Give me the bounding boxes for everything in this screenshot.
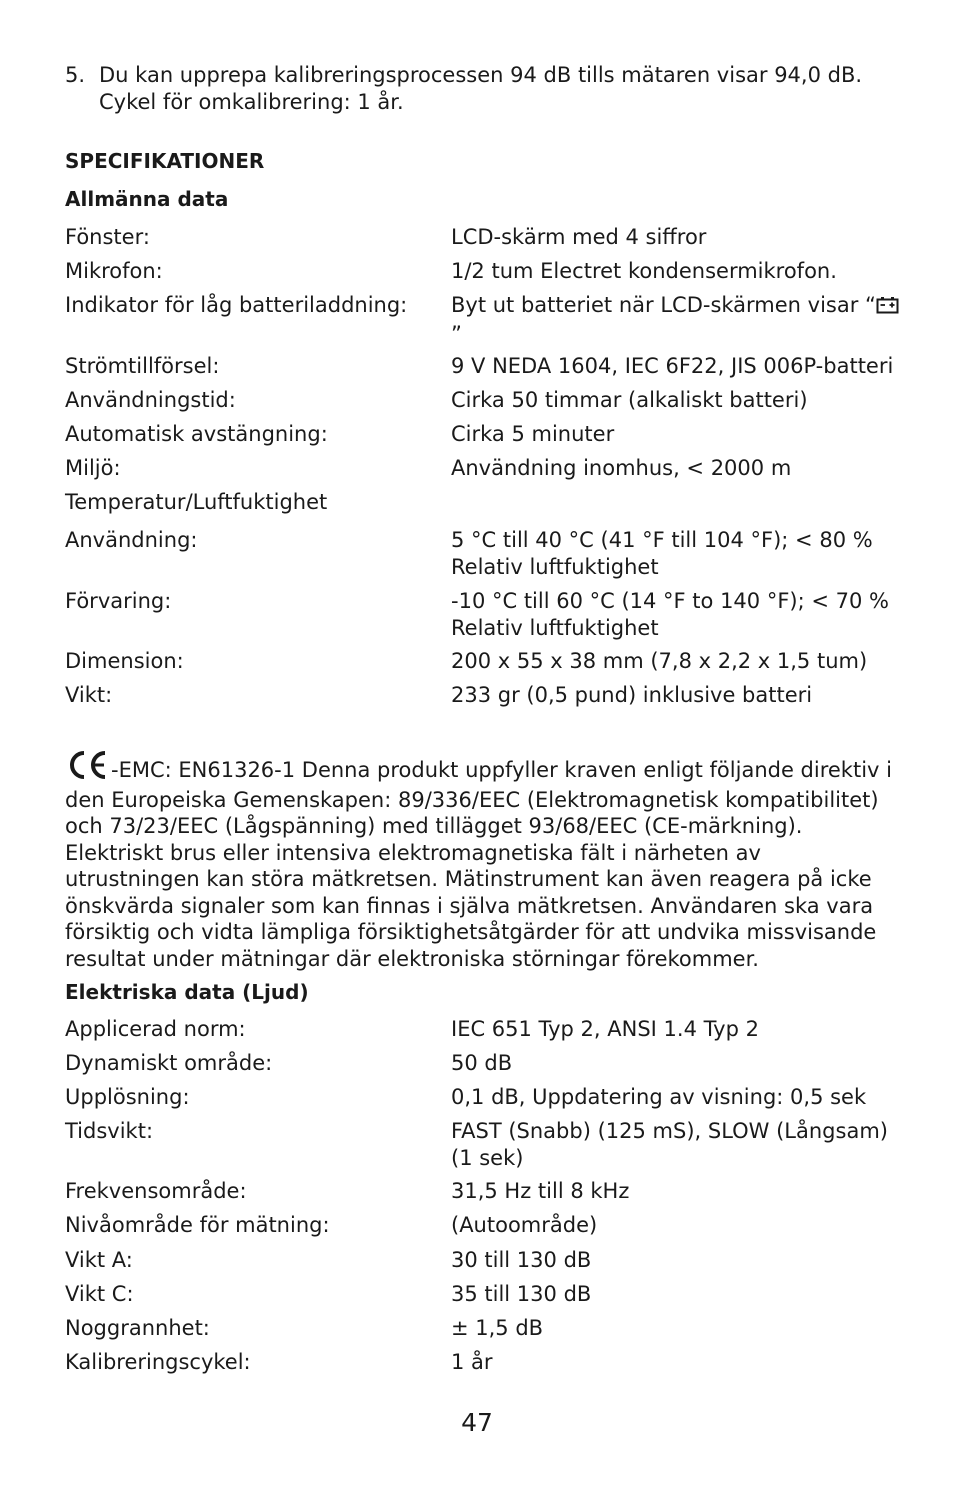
electrical-data-heading: Elektriska data (Ljud) <box>65 980 309 1004</box>
battery-icon <box>876 294 900 321</box>
spec-label: Indikator för låg batteriladdning: <box>65 293 408 317</box>
spec-label: Tidsvikt: <box>65 1119 154 1143</box>
spec-label: Strömtillförsel: <box>65 354 220 378</box>
spec-value: Cirka 50 timmar (alkaliskt batteri) <box>451 388 808 412</box>
spec-label: Kalibreringscykel: <box>65 1350 251 1374</box>
spec-value: 233 gr (0,5 pund) inklusive batteri <box>451 683 813 707</box>
spec-value: 50 dB <box>451 1051 513 1075</box>
spec-value: IEC 651 Typ 2, ANSI 1.4 Typ 2 <box>451 1017 759 1041</box>
spec-label: Automatisk avstängning: <box>65 422 328 446</box>
general-data-heading: Allmänna data <box>65 187 229 211</box>
spec-value: 9 V NEDA 1604, IEC 6F22, JIS 006P-batteri <box>451 354 894 378</box>
spec-label: Temperatur/Luftfuktighet <box>65 490 328 514</box>
spec-label: Nivåområde för mätning: <box>65 1213 330 1237</box>
spec-label: Vikt C: <box>65 1282 134 1306</box>
spec-label: Användning: <box>65 528 198 552</box>
spec-value: 30 till 130 dB <box>451 1248 592 1272</box>
spec-value: LCD-skärm med 4 siffror <box>451 225 707 249</box>
spec-value-prefix: Byt ut batteriet när LCD-skärmen visar “ <box>451 293 876 317</box>
spec-value: Användning inomhus, < 2000 m <box>451 456 792 480</box>
spec-label: Fönster: <box>65 225 150 249</box>
spec-value: 5 °C till 40 °C (41 °F till 104 °F); < 80 % Relativ luftfuktighet <box>451 528 873 579</box>
spec-value: ± 1,5 dB <box>451 1316 544 1340</box>
spec-value: Cirka 5 minuter <box>451 422 615 446</box>
spec-value: -10 °C till 60 °C (14 °F to 140 °F); < 70 % Relativ luftfuktighet <box>451 589 889 640</box>
spec-value-suffix: ” <box>451 321 462 346</box>
spec-label: Miljö: <box>65 456 121 480</box>
ce-emc-paragraph <box>65 750 895 972</box>
spec-label: Användningstid: <box>65 388 236 412</box>
spec-value: FAST (Snabb) (125 mS), SLOW (Långsam) (1 sek) <box>451 1119 888 1170</box>
spec-label: Dynamiskt område: <box>65 1051 273 1075</box>
spec-value: 1/2 tum Electret kondensermikrofon. <box>451 259 837 283</box>
spec-label: Vikt: <box>65 683 113 707</box>
spec-value: 31,5 Hz till 8 kHz <box>451 1179 630 1203</box>
step-number: 5. <box>65 63 86 87</box>
spec-value: 200 x 55 x 38 mm (7,8 x 2,2 x 1,5 tum) <box>451 649 868 673</box>
spec-label: Noggrannhet: <box>65 1316 210 1340</box>
spec-label: Dimension: <box>65 649 184 673</box>
calibration-step-5 <box>65 62 895 115</box>
ce-mark-icon <box>65 750 109 787</box>
spec-value: 0,1 dB, Uppdatering av visning: 0,5 sek <box>451 1085 867 1109</box>
page-number: 47 <box>461 1408 493 1437</box>
spec-label: Vikt A: <box>65 1248 133 1272</box>
spec-value: 1 år <box>451 1350 493 1374</box>
spec-label: Applicerad norm: <box>65 1017 246 1041</box>
spec-value: (Autoområde) <box>451 1213 598 1237</box>
ce-emc-text: -EMC: EN61326-1 Denna produkt uppfyller kraven enligt följande direktiv i den Europeiska Gemenskapen: 89/336/EEC (Elektromagnetisk kompatibilitet) och 73/23/EEC (Lågspänning) med tillägget 93/68/EEC (CE-märkning). Elektriskt brus eller intensiva elektromagnetiska fält i närheten av utrustningen kan störa mätkretsen. Mätinstrument kan även reagera på icke önskvärda signaler som kan finnas i själva mätkretsen. Användaren ska vara försiktig och vidta lämpliga försiktighetsåtgärder för att undvika missvisande resultat under mätningar där elektroniska störningar förekommer. <box>65 758 892 971</box>
spec-label: Mikrofon: <box>65 259 163 283</box>
spec-label: Upplösning: <box>65 1085 190 1109</box>
spec-value <box>451 292 901 347</box>
step-text: Du kan upprepa kalibreringsprocessen 94 dB tills mätaren visar 94,0 dB. Cykel för omkalibrering: 1 år. <box>99 63 863 114</box>
spec-value: 35 till 130 dB <box>451 1282 592 1306</box>
spec-label: Förvaring: <box>65 589 172 613</box>
specifications-heading: SPECIFIKATIONER <box>65 149 265 173</box>
spec-label: Frekvensområde: <box>65 1179 247 1203</box>
